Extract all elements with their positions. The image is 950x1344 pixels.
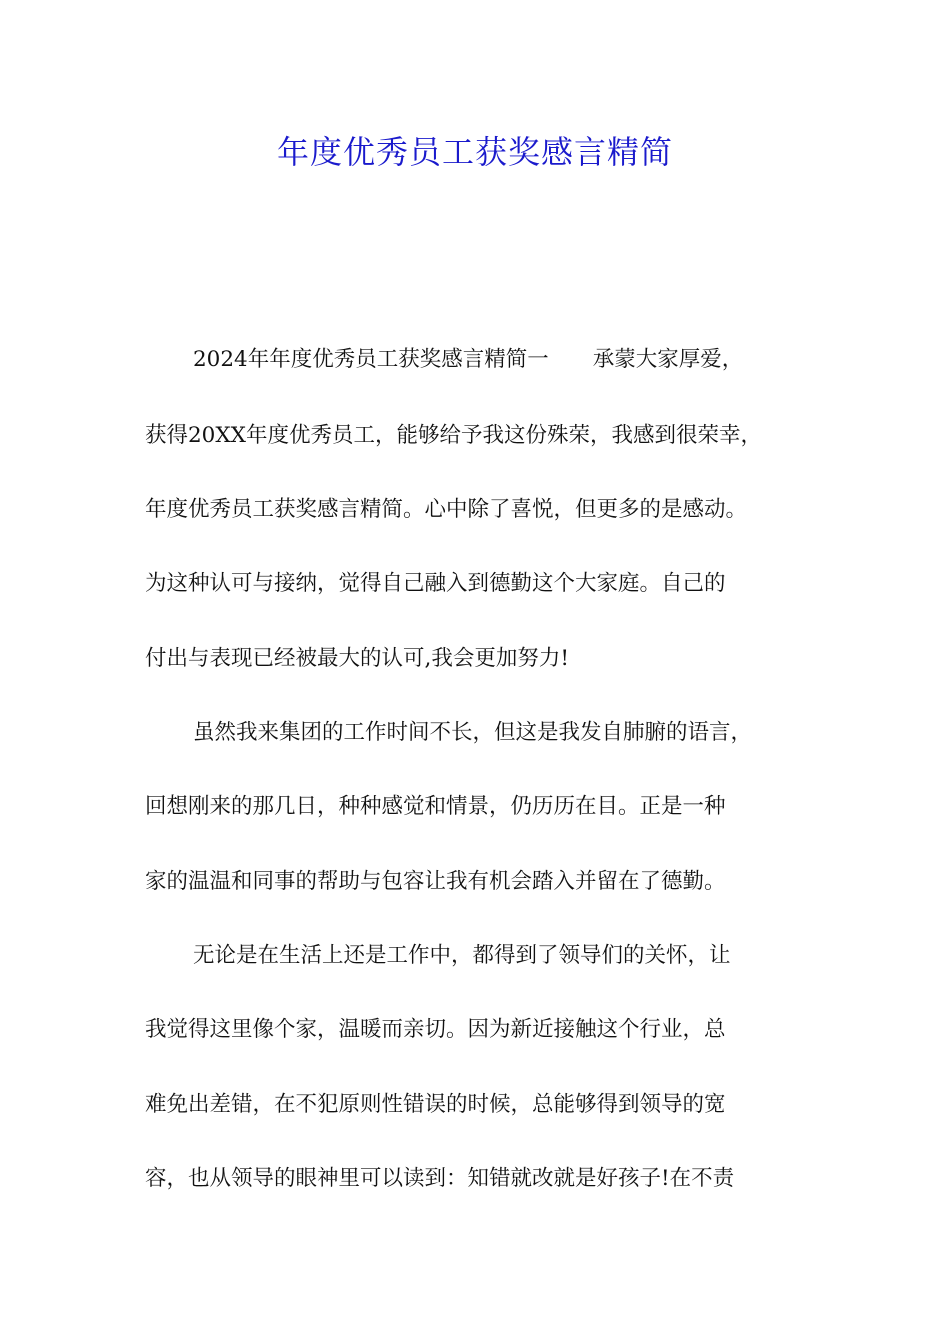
paragraph-line: 年度优秀员工获奖感言精简。心中除了喜悦，但更多的是感动。 xyxy=(145,497,748,522)
paragraph-line: 付出与表现已经被最大的认可,我会更加努力! xyxy=(145,646,569,671)
paragraph-line: 为这种认可与接纳，觉得自己融入到德勤这个大家庭。自己的 xyxy=(145,571,726,596)
document-title: 年度优秀员工获奖感言精简 xyxy=(276,133,673,171)
paragraph-line: 家的温温和同事的帮助与包容让我有机会踏入并留在了德勤。 xyxy=(145,869,726,894)
paragraph-line: 我觉得这里像个家，温暖而亲切。因为新近接触这个行业，总 xyxy=(145,1017,726,1042)
paragraph-line: 容，也从领导的眼神里可以读到：知错就改就是好孩子!在不责 xyxy=(145,1166,735,1191)
paragraph-line: 难免出差错，在不犯原则性错误的时候，总能够得到领导的宽 xyxy=(145,1092,726,1117)
paragraph-line: 回想刚来的那几日，种种感觉和情景，仍历历在目。正是一种 xyxy=(145,794,726,819)
line-text: 承蒙大家厚爱， xyxy=(592,347,744,372)
paragraph-line: 无论是在生活上还是工作中，都得到了领导们的关怀，让 xyxy=(193,943,731,968)
paragraph-line xyxy=(193,342,743,378)
line-text: 2024年年度优秀员工获奖感言精简一 xyxy=(193,347,549,372)
paragraph-line: 虽然我来集团的工作时间不长，但这是我发自肺腑的语言， xyxy=(193,720,753,745)
paragraph-line: 获得20XX年度优秀员工，能够给予我这份殊荣，我感到很荣幸， xyxy=(145,423,762,448)
